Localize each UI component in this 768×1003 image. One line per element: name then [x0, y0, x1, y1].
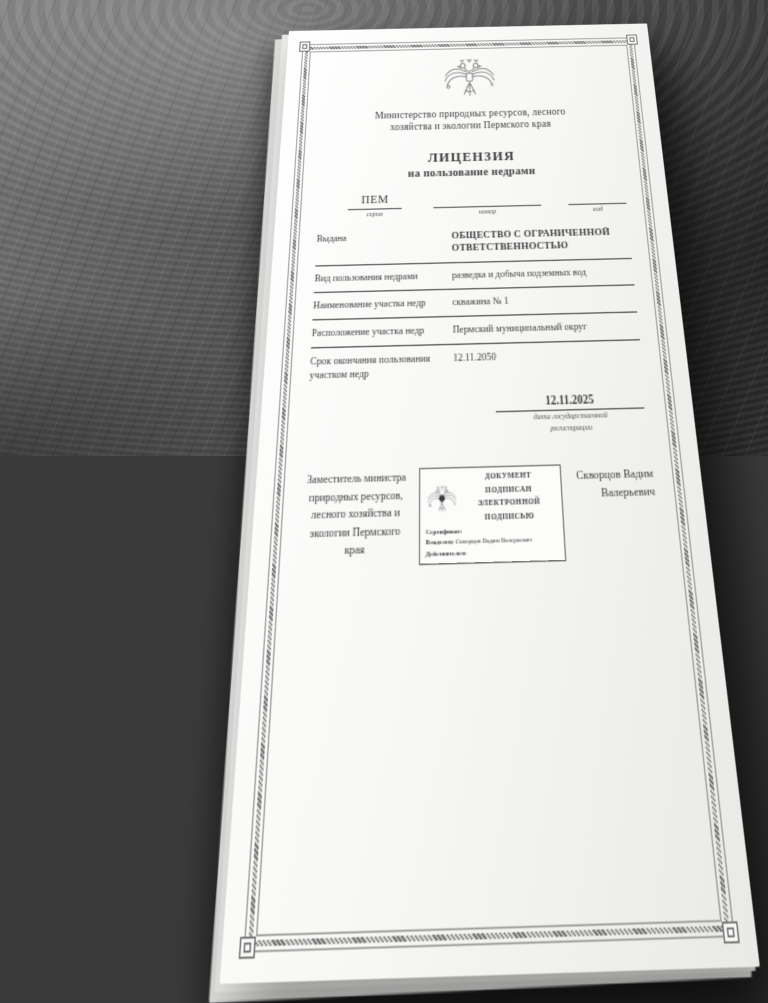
license-fields [309, 220, 644, 391]
expiry-label: Срок окончания пользования участком недр [309, 352, 431, 382]
series-field [347, 193, 401, 219]
signatory-name-line2: Валерьевич [600, 483, 656, 500]
document-title: ЛИЦЕНЗИЯ [427, 147, 516, 165]
issuing-authority-line2: хозяйства и экологии Пермского края [390, 119, 552, 134]
registration-caption-line1: дата государственной [533, 411, 609, 423]
expiry-row [309, 341, 644, 391]
kind-caption: вид [592, 205, 604, 213]
series-value: ПЕМ [348, 193, 402, 210]
stamp-header [426, 470, 557, 528]
site-name-label: Наименование участка недр [312, 296, 426, 312]
license-document-page [220, 23, 760, 984]
signatory-name [571, 462, 656, 502]
number-value [433, 189, 541, 208]
registration-date-block [495, 394, 646, 437]
stamp-title-line2: ЭЛЕКТРОННОЙ ПОДПИСЬЮ [477, 498, 541, 523]
stamp-validity-label: Действителен: [425, 550, 467, 559]
issued-to-value-line2: ОТВЕТСТВЕННОСТЬЮ [451, 239, 569, 254]
document-subtitle: на пользование недрами [407, 165, 536, 180]
signatory-position [300, 469, 409, 561]
series-caption: серия [366, 210, 383, 219]
issued-to-label: Выдана [316, 231, 347, 244]
document-content [299, 53, 661, 568]
border-corner-ornament [626, 34, 638, 44]
registration-date: 12.11.2025 [495, 394, 644, 413]
stamp-owner-value: Скворцов Вадим Валерьевич [455, 537, 532, 547]
usage-type-label: Вид пользования недрами [314, 269, 418, 284]
signatory-position-line3: лесного хозяйства и [310, 504, 401, 522]
stamp-title-line1: ДОКУМЕНТ ПОДПИСАН [484, 472, 533, 496]
signatory-position-line1: Заместитель министра [306, 470, 407, 487]
series-number-row [318, 188, 628, 220]
issued-to-value-line1: ОБЩЕСТВО С ОГРАНИЧЕННОЙ [451, 225, 611, 241]
coat-of-arms-double-headed-eagle-icon [442, 56, 498, 101]
registration-date-caption [496, 410, 647, 436]
border-corner-ornament [722, 921, 740, 943]
kind-field [567, 188, 627, 214]
stamp-title [462, 470, 558, 527]
electronic-signature-stamp [418, 465, 566, 566]
number-field [433, 189, 541, 216]
signatory-position-line2: природных ресурсов, [308, 487, 404, 504]
border-corner-ornament [299, 41, 310, 51]
issuing-authority [322, 106, 619, 136]
site-location-value: Пермский муниципальный округ [452, 320, 588, 336]
stamp-eagle-emblem-icon [426, 484, 458, 516]
site-name-value: скважина № 1 [452, 294, 509, 308]
stamp-certificate-label: Сертификат: [425, 528, 463, 537]
issuing-authority-line1: Министерство природных ресурсов, лесного [374, 107, 566, 122]
signature-block [299, 462, 661, 568]
expiry-value: 12.11.2050 [452, 350, 497, 364]
registration-caption-line2: регистрации [550, 422, 593, 434]
signatory-position-line4: экологии Пермского края [309, 522, 401, 557]
kind-value [567, 188, 626, 205]
usage-type-value: разведка и добыча подземных вод [451, 265, 587, 281]
issued-to-value [451, 225, 631, 255]
number-caption: номер [478, 207, 497, 216]
border-corner-ornament [239, 936, 256, 959]
site-location-label: Расположение участка недр [311, 324, 425, 339]
paper-stack [220, 23, 760, 984]
signatory-name-line1: Скворцов Вадим [575, 466, 654, 483]
stamp-owner-label: Владелец: [425, 539, 455, 548]
